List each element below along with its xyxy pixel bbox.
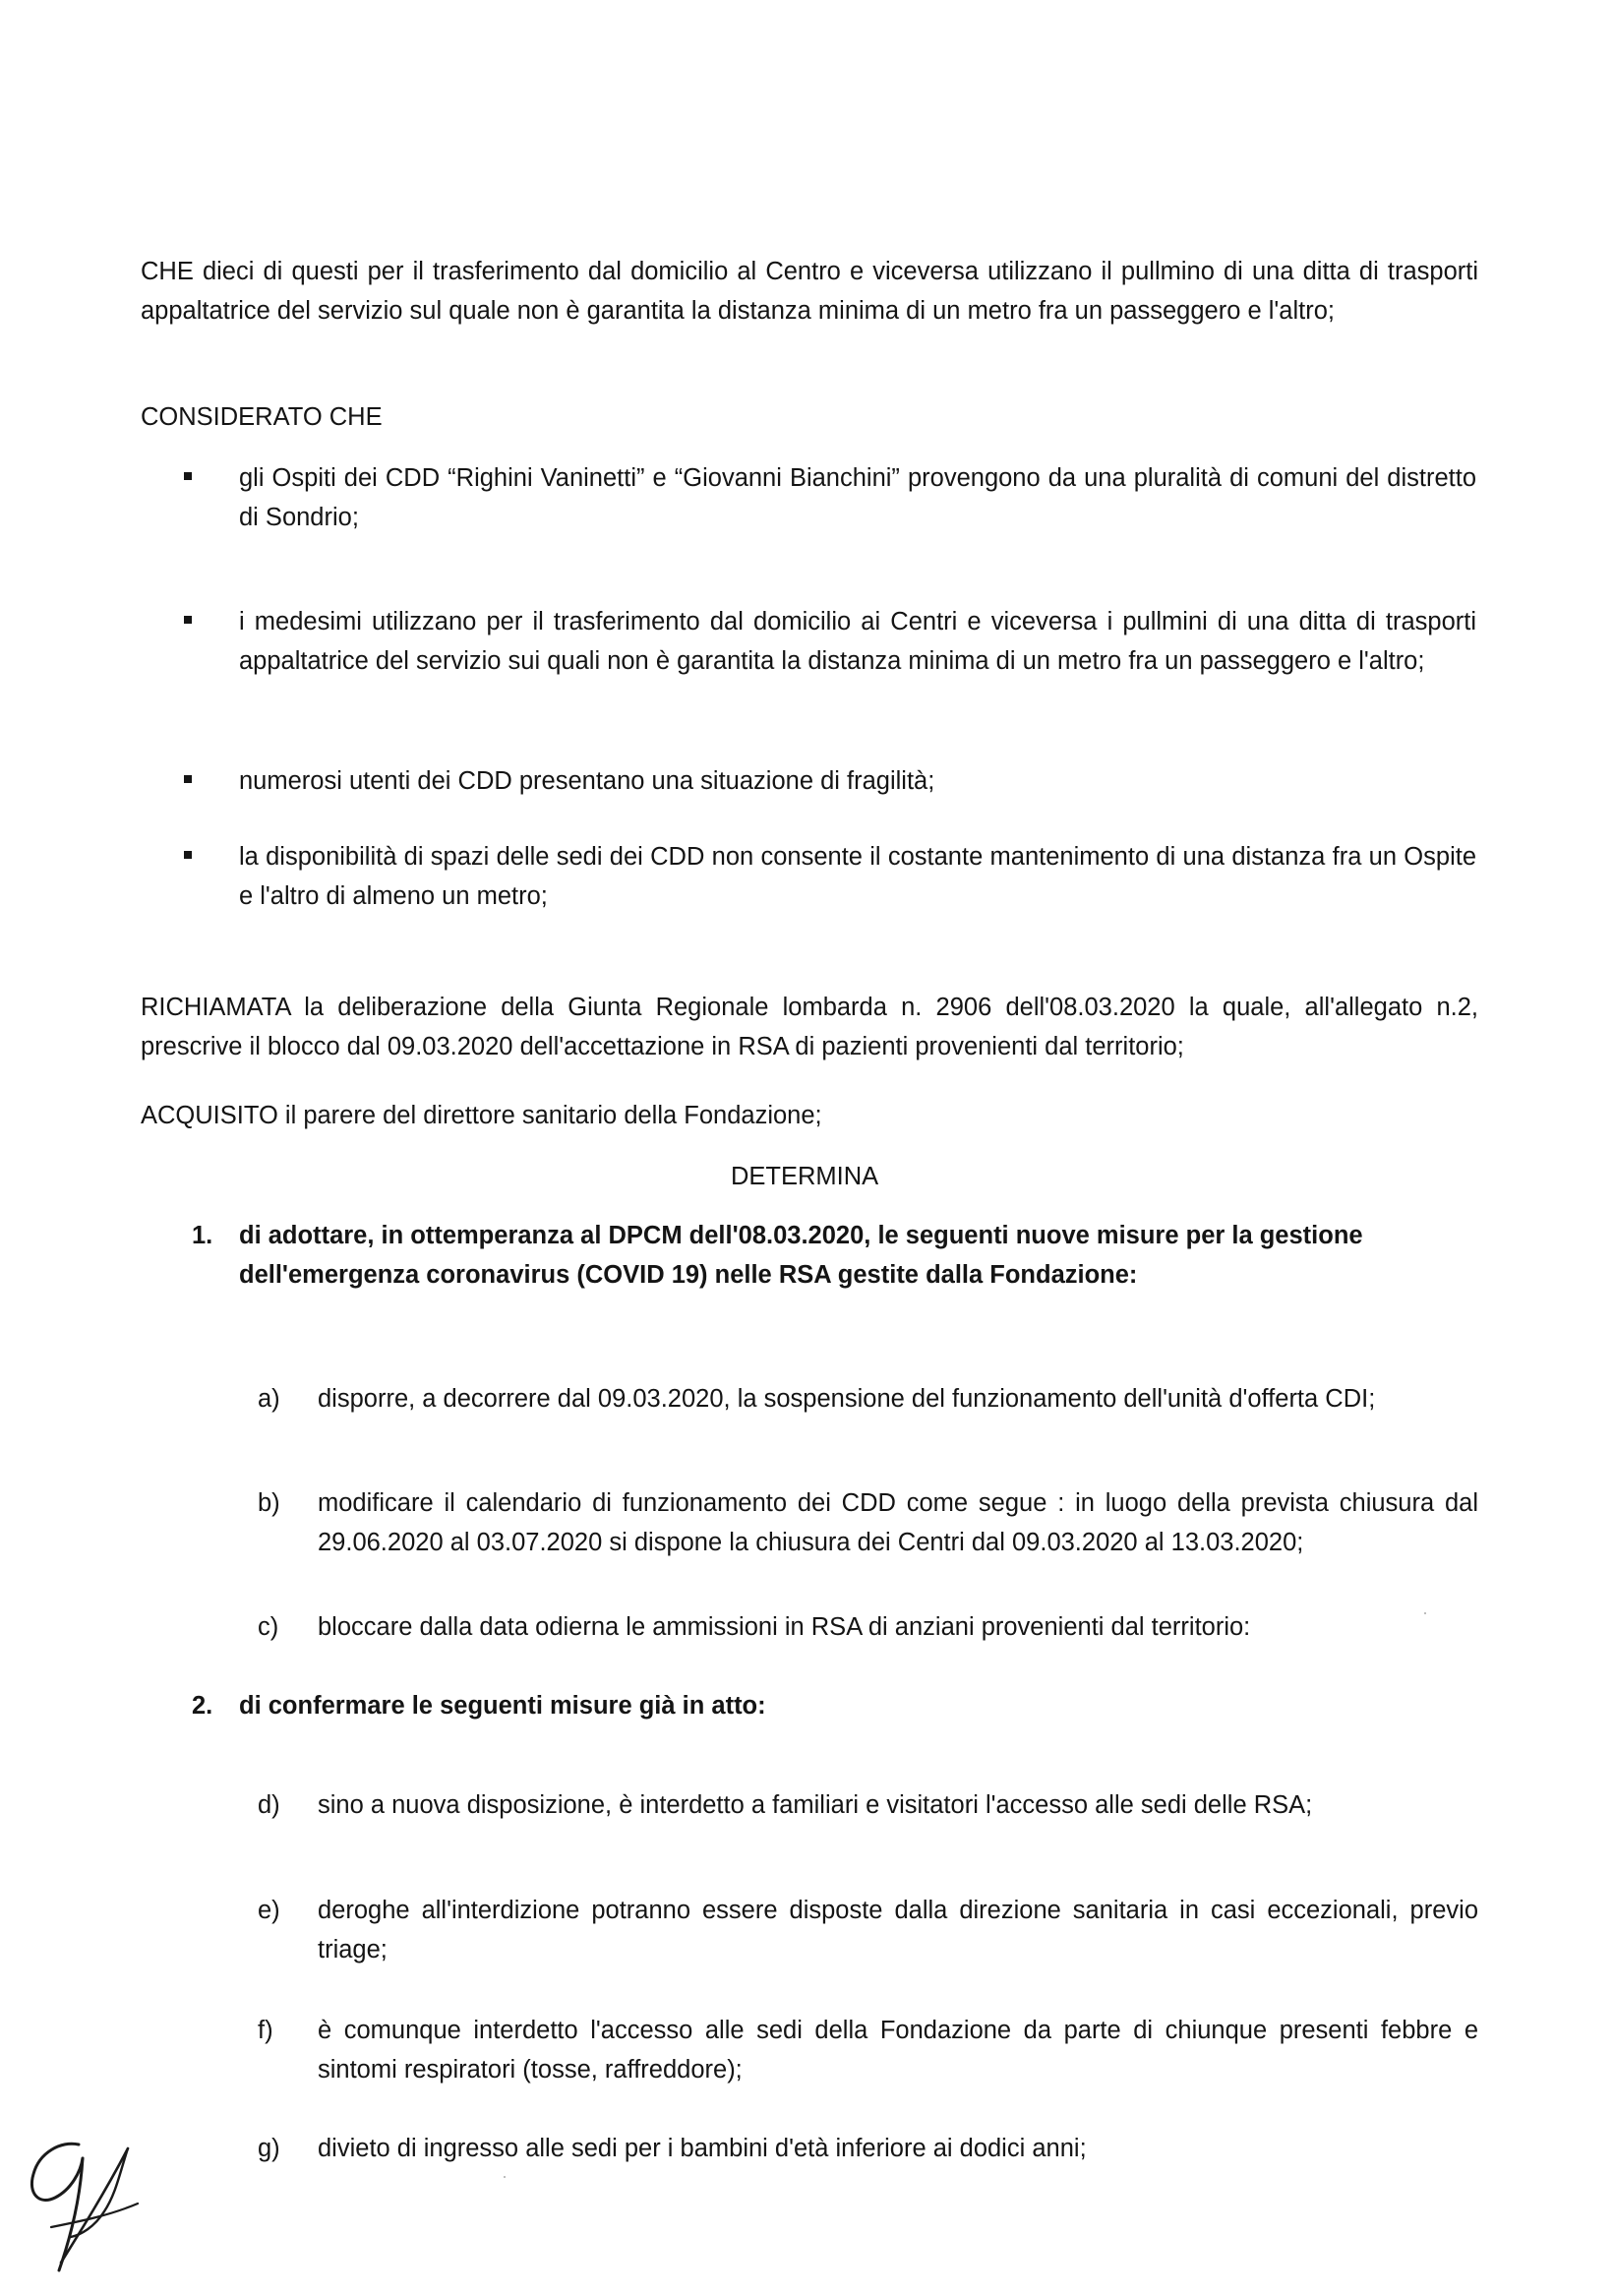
richiamata-paragraph	[141, 988, 1478, 1066]
item-letter: a)	[258, 1385, 280, 1413]
item-text: bloccare dalla data odierna le ammissioni in RSA di anziani provenienti dal territorio:	[318, 1613, 1251, 1641]
acquisito-lead: ACQUISITO	[141, 1102, 278, 1129]
item-text: è comunque interdetto l'accesso alle sedi della Fondazione da parte di chiunque presenti febbre e sintomi respiratori (tosse, raffreddore);	[318, 2017, 1478, 2084]
item-letter: e)	[258, 1897, 280, 1924]
considerato-item: numerosi utenti dei CDD presentano una situazione di fragilità;	[239, 767, 935, 795]
bullet-marker	[184, 851, 192, 859]
point-number: 2.	[192, 1692, 213, 1720]
considerato-item: gli Ospiti dei CDD “Righini Vaninetti” e “Giovanni Bianchini” provengono da una pluralità di comuni del distretto di Sondrio;	[239, 464, 1476, 531]
item-letter: f)	[258, 2017, 273, 2044]
richiamata-lead: RICHIAMATA	[141, 994, 291, 1021]
considerato-heading: CONSIDERATO CHE	[141, 403, 383, 431]
item-letter: d)	[258, 1791, 280, 1819]
considerato-item: i medesimi utilizzano per il trasferimento dal domicilio ai Centri e viceversa i pullmini di una ditta di trasporti appaltatrice del servizio sui quali non è garantita la distanza minima di un metro fra un passeggero e l'altro;	[239, 608, 1476, 675]
richiamata-text: la deliberazione della Giunta Regionale lombarda n. 2906 dell'08.03.2020 la quale, all'allegato n.2, prescrive il blocco dal 09.03.2020 dell'accettazione in RSA di pazienti provenienti dal territorio;	[141, 994, 1478, 1060]
intro-paragraph	[141, 252, 1478, 331]
considerato-item: la disponibilità di spazi delle sedi dei CDD non consente il costante mantenimento di una distanza fra un Ospite e l'altro di almeno un metro;	[239, 843, 1476, 910]
item-letter: g)	[258, 2135, 280, 2162]
item-text: divieto di ingresso alle sedi per i bambini d'età inferiore ai dodici anni;	[318, 2135, 1087, 2162]
item-text: sino a nuova disposizione, è interdetto a familiari e visitatori l'accesso alle sedi delle RSA;	[318, 1791, 1313, 1819]
point-text: di confermare le seguenti misure già in atto:	[239, 1692, 766, 1720]
intro-text: dieci di questi per il trasferimento dal domicilio al Centro e viceversa utilizzano il pullmino di una ditta di trasporti appaltatrice del servizio sul quale non è garantita la distanza minima di un metro fra un passeggero e l'altro;	[141, 258, 1478, 325]
item-text: disporre, a decorrere dal 09.03.2020, la sospensione del funzionamento dell'unità d'offerta CDI;	[318, 1385, 1376, 1413]
point-number: 1.	[192, 1222, 213, 1249]
determina-heading: DETERMINA	[731, 1163, 879, 1190]
acquisito-paragraph	[141, 1096, 822, 1135]
handwritten-signature	[22, 2133, 149, 2280]
item-letter: b)	[258, 1489, 280, 1517]
scan-speck	[504, 2176, 506, 2178]
bullet-marker	[184, 775, 192, 783]
scan-speck	[1424, 1612, 1426, 1614]
item-letter: c)	[258, 1613, 279, 1641]
item-text: modificare il calendario di funzionamento dei CDD come segue : in luogo della prevista chiusura dal 29.06.2020 al 03.07.2020 si dispone la chiusura dei Centri dal 09.03.2020 al 13.03.2020;	[318, 1489, 1478, 1556]
item-text: deroghe all'interdizione potranno essere disposte dalla direzione sanitaria in casi eccezionali, previo triage;	[318, 1897, 1478, 1964]
acquisito-text: il parere del direttore sanitario della Fondazione;	[277, 1102, 822, 1129]
bullet-marker	[184, 616, 192, 624]
point-text: di adottare, in ottemperanza al DPCM dell'08.03.2020, le seguenti nuove misure per la gestione dell'emergenza coronavirus (COVID 19) nelle RSA gestite dalla Fondazione:	[239, 1222, 1363, 1289]
bullet-marker	[184, 472, 192, 480]
intro-lead: CHE	[141, 258, 194, 285]
